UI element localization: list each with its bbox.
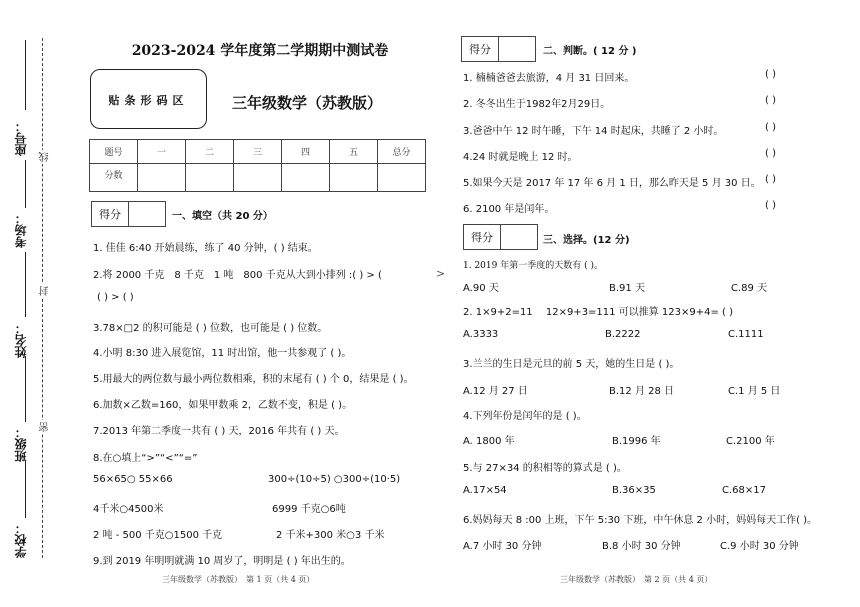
arrow-right-icon: >	[436, 267, 446, 280]
exam-title: 2023-2024 学年度第二学期期中测试卷	[131, 43, 389, 59]
class-underline	[25, 356, 26, 422]
compare-item-1: 56×65○ 55×66	[93, 474, 173, 485]
fill-question-4: 4.小明 8:30 进入展览馆，11 时出馆，他一共参观了 ( )。	[93, 348, 352, 359]
section2-score-input[interactable]	[499, 37, 535, 61]
cut-mark-line: 线	[40, 152, 51, 162]
section3-score-input[interactable]	[501, 225, 537, 249]
score-input-cell[interactable]	[186, 164, 234, 192]
exam-room-label: 考场：	[14, 212, 28, 248]
choice-question-1: 1. 2019 年第一季度的天数有 ( )。	[463, 261, 603, 271]
score-header-cell: 四	[282, 140, 330, 164]
judge-question-2: 2. 冬冬出生于1982年2月29日。	[463, 99, 611, 110]
school-underline	[25, 460, 26, 518]
barcode-label: 贴条形码区	[108, 94, 189, 107]
judge-answer-6[interactable]: ( )	[765, 200, 776, 211]
score-input-cell[interactable]	[330, 164, 378, 192]
page-footer-1: 三年级数学（苏教版） 第 1 页（共 4 页）	[162, 575, 315, 584]
section2-score-box	[461, 36, 536, 62]
judge-question-6: 6. 2100 年是闰年。	[463, 204, 555, 215]
choice-1-option-a[interactable]: A.90 天	[463, 283, 499, 294]
section2-score-label: 得分	[462, 37, 499, 61]
compare-item-5: 2 吨 - 500 千克○1500 千克	[93, 530, 223, 541]
cut-mark-secret: 密	[40, 422, 51, 432]
fill-question-7: 7.2013 年第二季度一共有 ( ) 天，2016 年共有 ( ) 天。	[93, 426, 345, 437]
choice-1-option-b[interactable]: B.91 天	[609, 283, 645, 294]
section1-title: 一、填空（共 20 分）	[172, 211, 273, 222]
section1-score-label: 得分	[92, 202, 129, 226]
judge-question-3: 3.爸爸中午 12 时午睡，下午 14 时起床，共睡了 2 小时。	[463, 126, 724, 137]
section3-score-label: 得分	[464, 225, 501, 249]
fill-question-2-continued: ( ) > ( )	[97, 292, 134, 303]
choice-5-option-a[interactable]: A.17×54	[463, 485, 507, 496]
name-label: 姓名：	[14, 322, 28, 358]
seat-label: 座号：	[14, 120, 28, 156]
score-table	[89, 139, 426, 192]
score-header-cell: 一	[138, 140, 186, 164]
score-table-score-row	[90, 164, 426, 192]
cut-mark-seal: 封	[40, 286, 51, 296]
exam-subtitle: 三年级数学（苏教版）	[232, 94, 383, 112]
exam-room-underline	[25, 160, 26, 208]
judge-answer-1[interactable]: ( )	[765, 69, 776, 80]
fill-question-8: 8.在○填上“>”“<”“=”	[93, 453, 198, 464]
score-input-cell[interactable]	[234, 164, 282, 192]
choice-4-option-c[interactable]: C.2100 年	[726, 436, 775, 447]
choice-2-option-b[interactable]: B.2222	[605, 329, 641, 340]
fill-question-2: 2.将 2000 千克 8 千克 1 吨 800 千克从大到小排列 :( ) > (	[93, 270, 382, 281]
score-input-cell[interactable]	[282, 164, 330, 192]
choice-1-option-c[interactable]: C.89 天	[731, 283, 768, 294]
score-input-cell[interactable]	[378, 164, 426, 192]
choice-question-3: 3.兰兰的生日是元旦的前 5 天，她的生日是 ( )。	[463, 359, 680, 370]
judge-answer-2[interactable]: ( )	[765, 95, 776, 106]
choice-6-option-c[interactable]: C.9 小时 30 分钟	[720, 541, 799, 552]
fill-question-9: 9.到 2019 年明明就满 10 周岁了，明明是 ( ) 年出生的。	[93, 556, 351, 567]
section1-score-box	[91, 201, 166, 227]
choice-4-option-a[interactable]: A. 1800 年	[463, 436, 515, 447]
fill-question-6: 6.加数×乙数=160，如果甲数乘 2，乙数不变，积是 ( )。	[93, 400, 353, 411]
judge-question-5: 5.如果今天是 2017 年 17 年 6 月 1 日，那么昨天是 5 月 30 日。	[463, 178, 761, 189]
school-label: 学校：	[14, 522, 28, 558]
choice-question-4: 4.下列年份是闰年的是 ( )。	[463, 411, 587, 422]
binding-dashed-line	[42, 38, 43, 558]
score-table-header-row	[90, 140, 426, 164]
judge-question-1: 1. 楠楠爸爸去旅游，4 月 31 日回来。	[463, 73, 635, 84]
choice-5-option-b[interactable]: B.36×35	[612, 485, 656, 496]
judge-answer-3[interactable]: ( )	[765, 122, 776, 133]
choice-4-option-b[interactable]: B.1996 年	[612, 436, 661, 447]
choice-3-option-b[interactable]: B.12 月 28 日	[609, 386, 675, 397]
section1-score-input[interactable]	[129, 202, 165, 226]
fill-question-3: 3.78×□2 的积可能是 ( ) 位数，也可能是 ( ) 位数。	[93, 323, 328, 334]
score-input-cell[interactable]	[138, 164, 186, 192]
score-header-cell: 三	[234, 140, 282, 164]
seat-underline	[25, 40, 26, 110]
class-label: 班级：	[14, 426, 28, 462]
compare-item-4: 6999 千克○6吨	[272, 504, 346, 515]
score-header-cell: 题号	[90, 140, 138, 164]
compare-item-3: 4千米○4500米	[93, 504, 164, 515]
judge-question-4: 4.24 时就是晚上 12 时。	[463, 152, 578, 163]
choice-5-option-c[interactable]: C.68×17	[722, 485, 766, 496]
choice-6-option-b[interactable]: B.8 小时 30 分钟	[602, 541, 681, 552]
fill-question-1: 1. 佳佳 6:40 开始晨练，练了 40 分钟，( ) 结束。	[93, 243, 318, 254]
section3-score-box	[463, 224, 538, 250]
score-row-label: 分数	[90, 164, 138, 192]
compare-item-2: 300÷(10÷5) ○300÷(10·5)	[268, 474, 401, 485]
choice-2-option-a[interactable]: A.3333	[463, 329, 499, 340]
choice-3-option-c[interactable]: C.1 月 5 日	[728, 386, 781, 397]
section2-title: 二、判断。( 12 分 )	[543, 46, 637, 57]
page-footer-2: 三年级数学（苏教版） 第 2 页（共 4 页）	[560, 575, 713, 584]
compare-item-6: 2 千米+300 米○3 千米	[276, 530, 385, 541]
section3-title: 三、选择。(12 分)	[543, 235, 630, 246]
choice-question-5: 5.与 27×34 的积相等的算式是 ( )。	[463, 463, 627, 474]
choice-question-2: 2. 1×9+2=11 12×9+3=111 可以推算 123×9+4= ( )	[463, 307, 733, 318]
barcode-area	[90, 69, 207, 129]
fill-question-5: 5.用最大的两位数与最小两位数相乘，积的末尾有 ( ) 个 0，结果是 ( )。	[93, 374, 414, 385]
score-header-cell: 五	[330, 140, 378, 164]
judge-answer-5[interactable]: ( )	[765, 174, 776, 185]
choice-3-option-a[interactable]: A.12 月 27 日	[463, 386, 528, 397]
choice-6-option-a[interactable]: A.7 小时 30 分钟	[463, 541, 542, 552]
choice-2-option-c[interactable]: C.1111	[728, 329, 764, 340]
choice-question-6: 6.妈妈每天 8 :00 上班，下午 5:30 下班，中午休息 2 小时，妈妈每天工作( )。	[463, 515, 818, 526]
judge-answer-4[interactable]: ( )	[765, 148, 776, 159]
score-header-cell: 总分	[378, 140, 426, 164]
name-underline	[25, 252, 26, 317]
score-header-cell: 二	[186, 140, 234, 164]
